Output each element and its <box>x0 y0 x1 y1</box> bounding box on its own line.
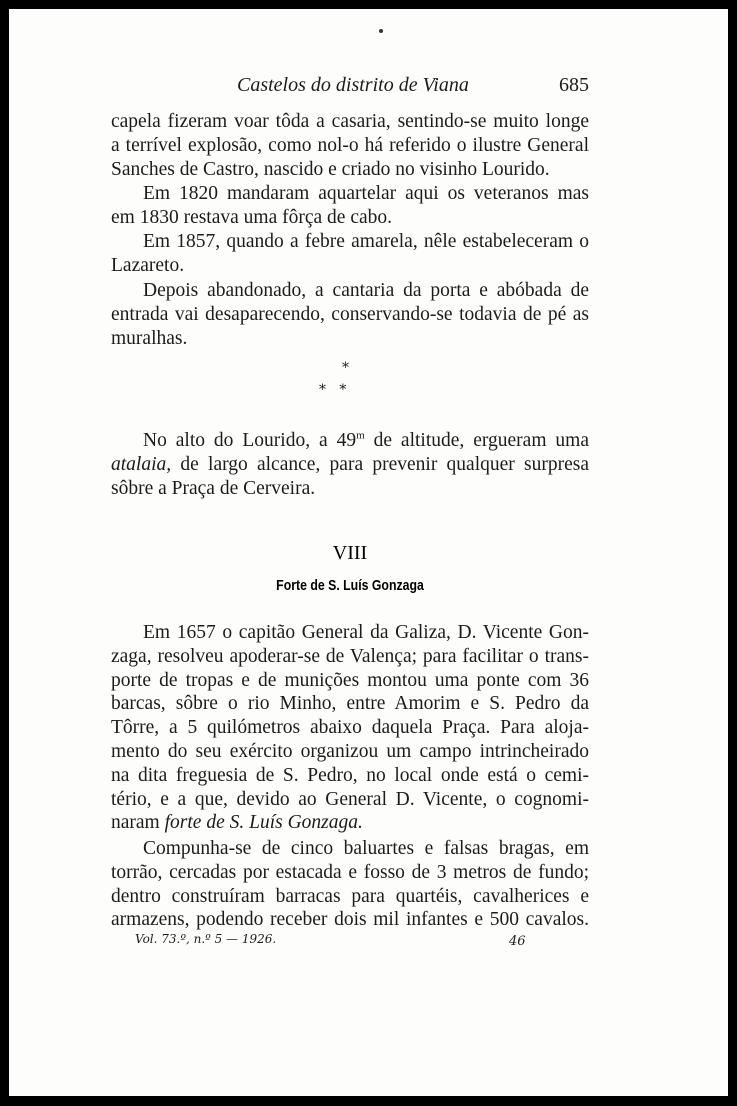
volume-reference: Vol. 73.º, n.º 5 — 1926. <box>135 932 277 946</box>
text-line: Em 1820 mandaram aquartelar aqui os veteranos mas <box>143 183 589 204</box>
text-line: Compunha-se de cinco baluartes e falsas bragas, em <box>143 838 589 859</box>
text-line: tério, e a que, devido ao General D. Vicente, o cognomi- <box>111 788 589 810</box>
paragraph-gonzaga <box>111 621 589 835</box>
text-line: Tôrre, a 5 quilómetros abaixo daquela Praça. Para aloja- <box>111 717 589 739</box>
text-line: dentro construíram barracas para quartéis, cavalherices e <box>111 885 589 907</box>
text-fragment: de altitude, ergueram uma <box>364 430 589 451</box>
text-line: barcas, sôbre o rio Minho, entre Amorim e S. Pedro da <box>111 693 589 715</box>
text-line <box>111 453 589 477</box>
text-fragment: de largo alcance, para prevenir qualquer surpresa <box>171 453 589 475</box>
text-line: Depois abandonado, a cantaria da porta e abóbada de <box>143 280 589 301</box>
paragraph-explosion <box>111 110 589 181</box>
text-line: Em 1657 o capitão General da Galiza, D. Vicente Gon- <box>143 622 589 643</box>
text-line: zaga, resolveu apoderar-se de Valença; para facilitar o trans- <box>111 645 589 667</box>
text-line: mento do seu exército organizou um campo intrincheirado <box>111 740 589 762</box>
text-fragment: naram <box>111 812 165 834</box>
italic-term: atalaia, <box>111 453 172 475</box>
page-number: 685 <box>559 74 589 96</box>
text-line: torrão, cercadas por estacada e fosso de 3 metros de fundo; <box>111 861 589 883</box>
signature-mark: 46 <box>509 934 526 949</box>
text-line: sôbre a Praça de Cerveira. <box>111 477 316 499</box>
book-page <box>9 9 728 1096</box>
paragraph-abandoned <box>111 279 589 350</box>
text-fragment: No alto do Lourido, a 49 <box>143 430 357 451</box>
section-number: VIII <box>332 542 368 564</box>
paragraph-atalaia <box>111 429 589 500</box>
asterism-top: * <box>342 360 349 376</box>
page-footer <box>111 932 589 952</box>
text-line: na dita freguesia de S. Pedro, no local onde está o cemi- <box>111 764 589 786</box>
text-line: muralhas. <box>111 327 188 349</box>
text-line <box>111 429 589 453</box>
text-line: porte de tropas e de munições montou uma ponte com 36 <box>111 669 589 691</box>
paragraph-veterans <box>111 182 589 230</box>
running-header <box>111 74 589 100</box>
text-line: entrada vai desaparecendo, conservando-se todavia de pé as <box>111 303 589 325</box>
section-title: Forte de S. Luís Gonzaga <box>276 577 424 594</box>
text-line: capela fizeram voar tôda a casaria, sentindo-se muito longe <box>111 111 589 132</box>
asterism-bottom: * * <box>319 382 347 398</box>
text-line: em 1830 restava uma fôrça de cabo. <box>111 206 392 228</box>
text-line <box>111 811 589 835</box>
text-line: a terrível explosão, como nol-o há referido o ilustre General <box>111 134 589 156</box>
paragraph-lazareto <box>111 230 589 278</box>
printer-mark <box>379 29 383 33</box>
superscript-unit: m <box>356 429 365 442</box>
text-line: Em 1857, quando a febre amarela, nêle estabeleceram o <box>143 231 589 252</box>
paragraph-bastions <box>111 837 589 932</box>
text-line: armazens, podendo receber dois mil infantes e 500 cavalos. <box>111 909 589 931</box>
text-line: Sanches de Castro, nascido e criado no visinho Lourido. <box>111 158 550 180</box>
running-title: Castelos do distrito de Viana <box>237 74 469 96</box>
text-line: Lazareto. <box>111 254 185 276</box>
italic-fort-name: forte de S. Luís Gonzaga. <box>164 812 363 834</box>
